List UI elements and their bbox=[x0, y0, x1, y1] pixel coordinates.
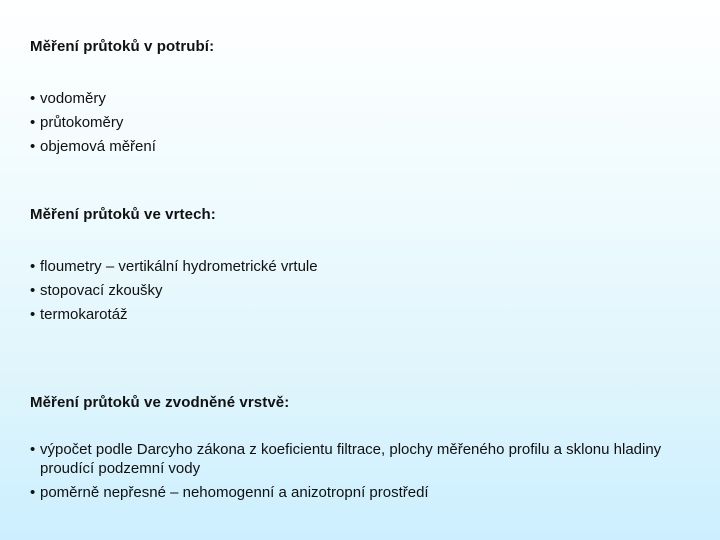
section-borehole-flow bbox=[30, 206, 690, 327]
list-item-text: stopovací zkoušky bbox=[40, 282, 163, 299]
list-item-text: průtokoměry bbox=[40, 114, 124, 131]
list-item bbox=[30, 87, 690, 111]
section-heading: Měření průtoků v potrubí: bbox=[30, 38, 215, 55]
bullet-icon: • bbox=[30, 441, 36, 458]
bullet-icon: • bbox=[30, 282, 36, 299]
bullet-list bbox=[30, 255, 690, 327]
list-item-text: termokarotáž bbox=[40, 306, 128, 323]
list-item-text: floumetry – vertikální hydrometrické vrtule bbox=[40, 258, 318, 275]
section-pipe-flow bbox=[30, 38, 690, 159]
bullet-icon: • bbox=[30, 306, 36, 323]
list-item-text: vodoměry bbox=[40, 90, 106, 107]
bullet-icon: • bbox=[30, 484, 36, 501]
bullet-list bbox=[30, 87, 690, 159]
bullet-icon: • bbox=[30, 258, 36, 275]
list-item bbox=[30, 483, 690, 502]
list-item bbox=[30, 440, 690, 478]
bullet-icon: • bbox=[30, 90, 36, 107]
list-item bbox=[30, 279, 690, 303]
list-item bbox=[30, 303, 690, 327]
list-item-text: objemová měření bbox=[40, 138, 156, 155]
bullet-list bbox=[30, 440, 690, 502]
list-item-text: výpočet podle Darcyho zákona z koeficientu filtrace, plochy měřeného profilu a sklonu hladiny proudící podzemní vody bbox=[40, 441, 662, 477]
list-item bbox=[30, 135, 690, 159]
bullet-icon: • bbox=[30, 138, 36, 155]
list-item bbox=[30, 111, 690, 135]
list-item-text: poměrně nepřesné – nehomogenní a anizotropní prostředí bbox=[40, 484, 429, 501]
section-heading: Měření průtoků ve zvodněné vrstvě: bbox=[30, 394, 290, 411]
section-heading: Měření průtoků ve vrtech: bbox=[30, 206, 216, 223]
section-aquifer-flow bbox=[30, 394, 690, 507]
list-item bbox=[30, 255, 690, 279]
bullet-icon: • bbox=[30, 114, 36, 131]
